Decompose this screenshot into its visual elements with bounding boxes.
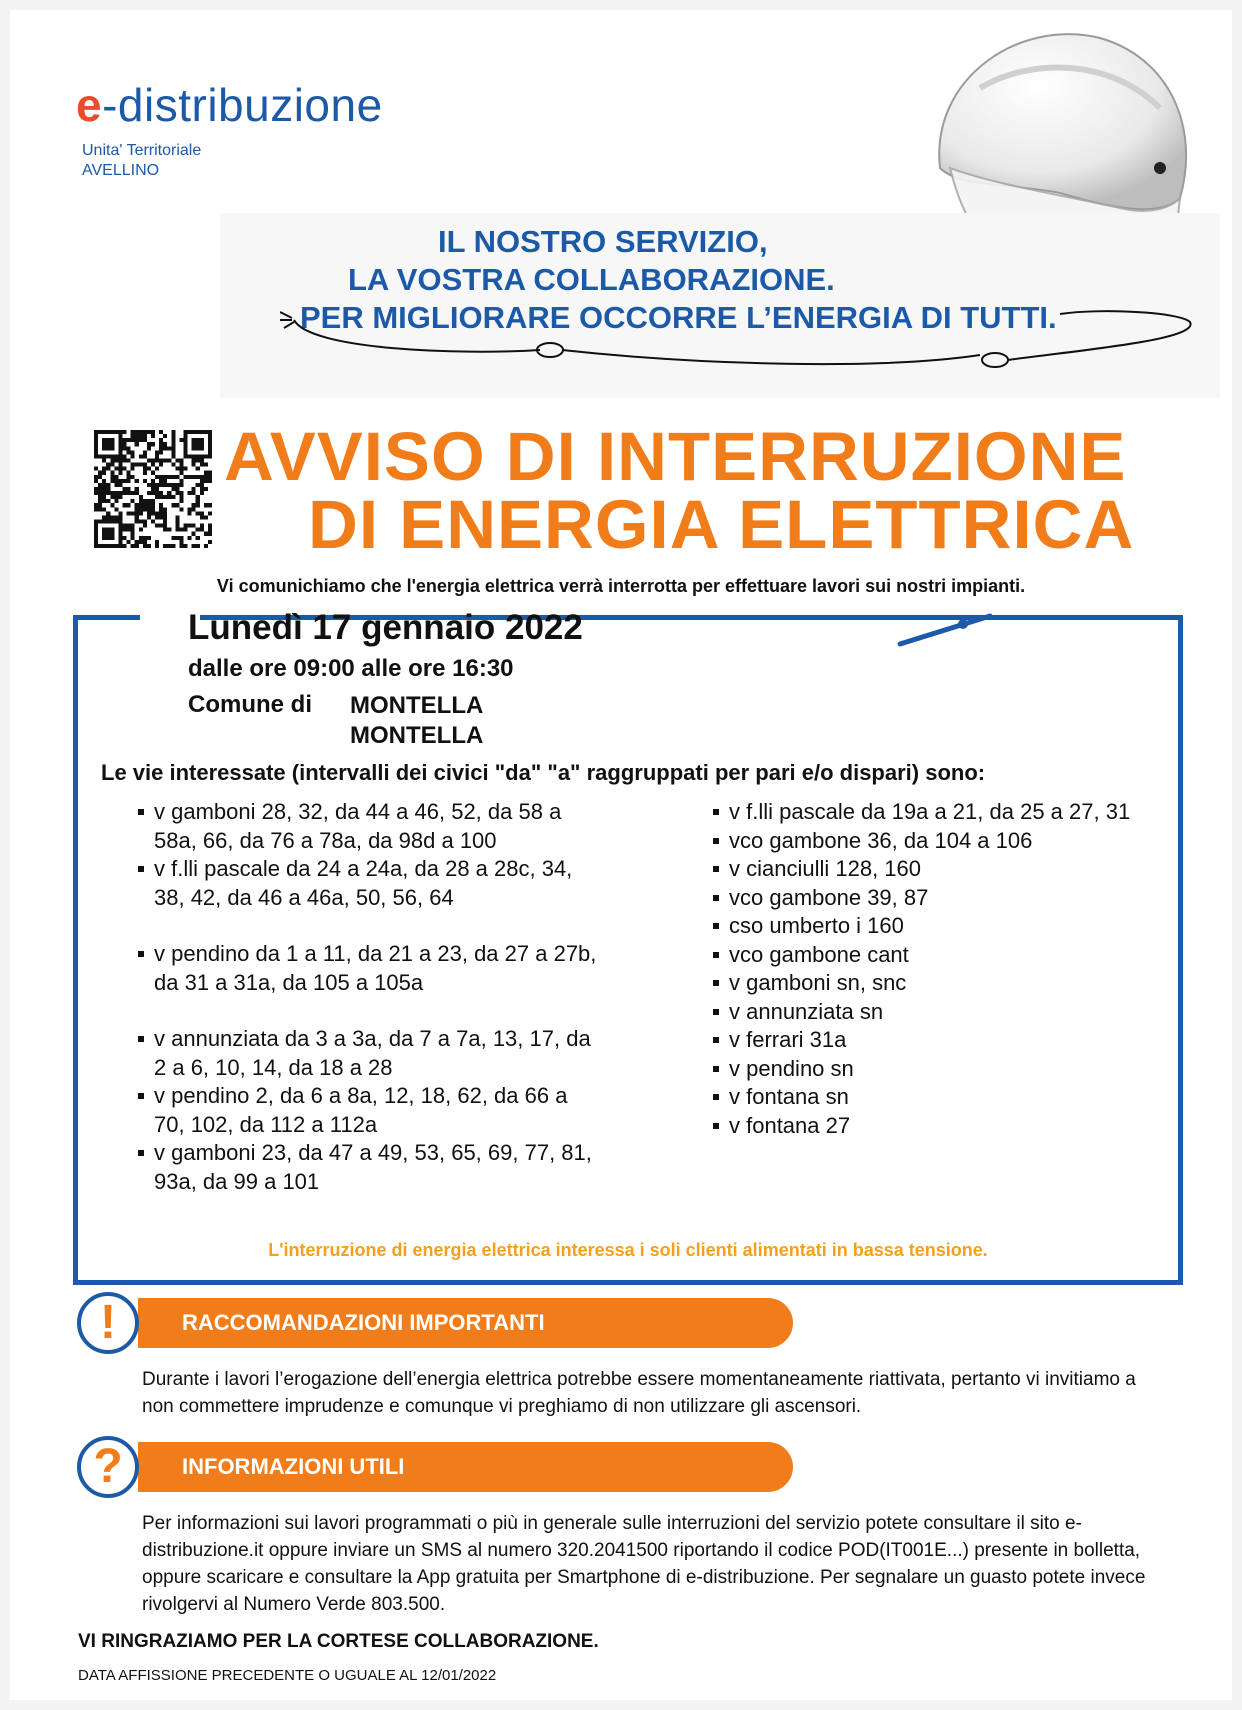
notice-title [224,418,1224,563]
street-item: v gamboni 28, 32, da 44 a 46, 52, da 58 a 58a, 66, da 76 a 78a, da 98d a 100 [138,798,598,855]
comune-label: Comune di [188,691,312,718]
street-item: v f.lli pascale da 19a a 21, da 25 a 27, 31 [713,798,1163,827]
qr-code[interactable] [94,430,212,548]
plug-wire-icon [280,310,1210,410]
logo-wordmark: -distribuzione [102,79,383,131]
question-icon: ? [77,1436,139,1498]
comune-values [350,691,483,751]
slogan-line-3: PER MIGLIORARE OCCORRE L’ENERGIA DI TUTTI. [300,300,1057,335]
territorial-unit [82,141,201,181]
title-line-1: AVVISO DI INTERRUZIONE [224,418,1127,495]
info-header: INFORMAZIONI UTILI [138,1442,793,1492]
slogan-line-2: LA VOSTRA COLLABORAZIONE. [348,262,835,297]
unit-label: Unita' Territoriale [82,142,202,159]
slogan-line-1: IL NOSTRO SERVIZIO, [438,224,768,259]
pen-icon [895,610,1005,650]
street-item: vco gambone cant [713,941,1163,970]
intro-text: Vi comunichiamo che l'energia elettrica verrà interrotta per effettuare lavori sui nostri impianti. [216,576,1026,596]
recommendations-text: Durante i lavori l’erogazione dell’energia elettrica potrebbe essere momentaneamente riattivata, pertanto vi invitiamo a non commettere imprudenze e comunque vi preghiamo di non utilizzare gli ascensori. [142,1369,1136,1417]
street-item: v annunziata sn [713,998,1163,1027]
street-item: v fontana 27 [713,1112,1163,1141]
street-item: v pendino da 1 a 11, da 21 a 23, da 27 a 27b, da 31 a 31a, da 105 a 105a [138,940,598,997]
street-item: v gamboni 23, da 47 a 49, 53, 65, 69, 77, 81, 93a, da 99 a 101 [138,1139,598,1196]
street-item: v gamboni sn, snc [713,969,1163,998]
street-item: v annunziata da 3 a 3a, da 7 a 7a, 13, 17, da 2 a 6, 10, 14, da 18 a 28 [138,1025,598,1082]
street-item: vco gambone 36, da 104 a 106 [713,827,1163,856]
comune-line-2: MONTELLA [350,722,484,749]
unit-city: AVELLINO [82,162,160,179]
streets-list-right [713,798,1163,1140]
logo-e-mark: e [76,79,103,131]
info-text: Per informazioni sui lavori programmati o più in generale sulle interruzioni del servizio potete consultare il sito e-distribuzione.it oppure inviare un SMS al numero 320.2041500 riportando il codice POD(IT001E...) presente in bolletta, oppure scaricare e consultare la App gratuita per Smartphone di e-distribuzione. Per segnalare un guasto potete invece rivolgervi al Numero Verde 803.500. [142,1513,1146,1615]
streets-list-left [138,798,598,1196]
comune-line-1: MONTELLA [350,692,484,719]
title-line-2: DI ENERGIA ELETTRICA [308,486,1135,563]
street-item: v pendino 2, da 6 a 8a, 12, 18, 62, da 66 a 70, 102, da 112 a 112a [138,1082,598,1139]
recommendations-header: RACCOMANDAZIONI IMPORTANTI [138,1298,793,1348]
exclamation-icon: ! [77,1292,139,1354]
street-item: cso umberto i 160 [713,912,1163,941]
streets-heading: Le vie interessate (intervalli dei civici "da" "a" raggruppati per pari e/o dispari) sono: [101,760,986,785]
affix-date: DATA AFFISSIONE PRECEDENTE O UGUALE AL 12/01/2022 [78,1667,497,1684]
street-item: vco gambone 39, 87 [713,884,1163,913]
notice-sheet [10,10,1232,1700]
interruption-date: Lunedì 17 gennaio 2022 [188,608,583,647]
interruption-hours: dalle ore 09:00 alle ore 16:30 [188,655,514,682]
street-item: v fontana sn [713,1083,1163,1112]
street-item: v pendino sn [713,1055,1163,1084]
low-voltage-note: L'interruzione di energia elettrica interessa i soli clienti alimentati in bassa tensione. [268,1240,988,1260]
thanks-text: VI RINGRAZIAMO PER LA CORTESE COLLABORAZIONE. [78,1631,599,1652]
street-item: v ferrari 31a [713,1026,1163,1055]
brand-logo [76,78,383,132]
street-item: v cianciulli 128, 160 [713,855,1163,884]
street-item: v f.lli pascale da 24 a 24a, da 28 a 28c, 34, 38, 42, da 46 a 46a, 50, 56, 64 [138,855,598,912]
